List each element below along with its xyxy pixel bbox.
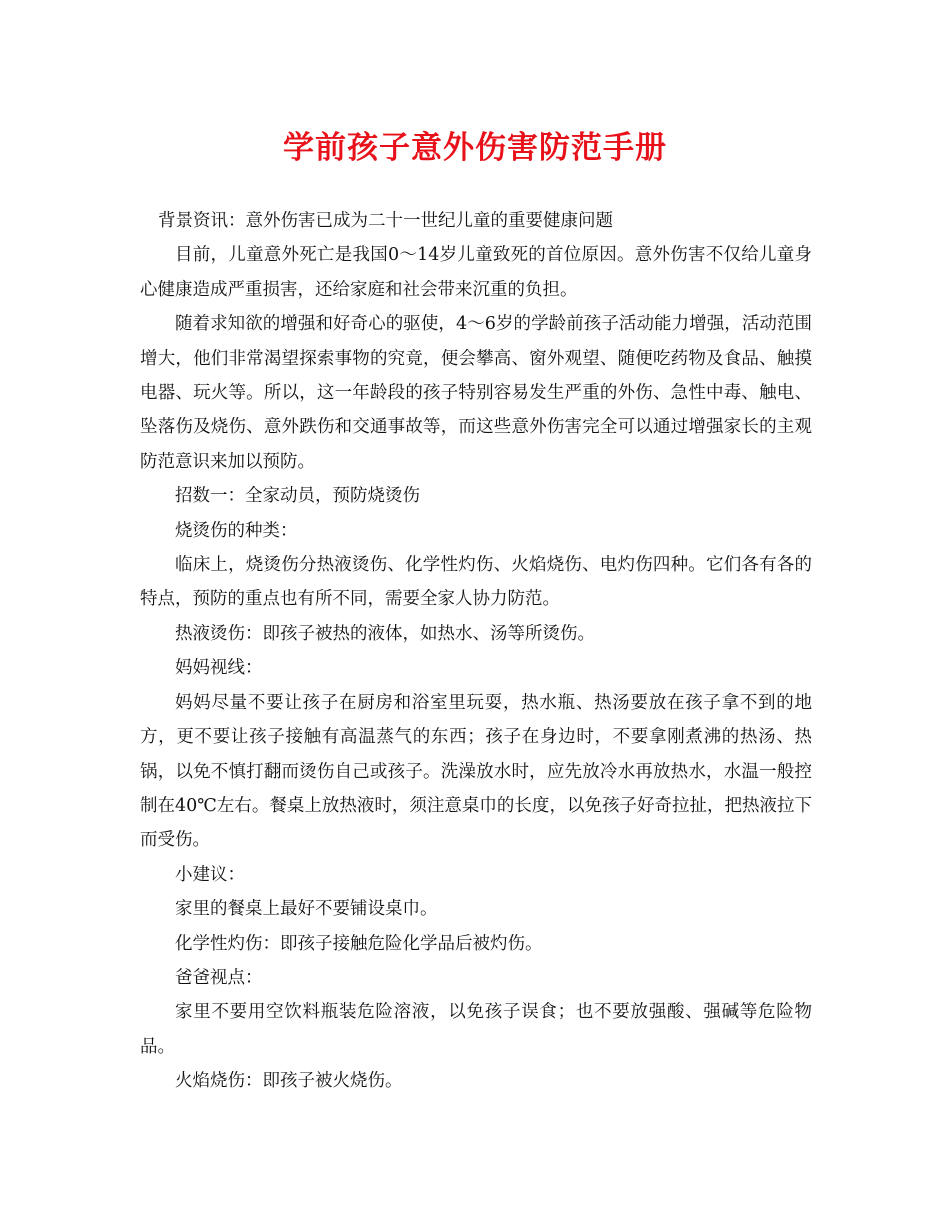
paragraph-suggestion: 家里的餐桌上最好不要铺设桌巾。	[175, 899, 438, 920]
paragraph-background: 背景资讯：意外伤害已成为二十一世纪儿童的重要健康问题	[158, 211, 613, 231]
document-body	[140, 204, 812, 1099]
paragraph-mom-view-heading: 妈妈视线：	[175, 658, 263, 679]
paragraph-preschool-risks: 随着求知欲的增强和好奇心的驱使，4～6岁的学龄前孩子活动能力增强，活动范围增大，他们非常渴望探索事物的究竟，便会攀高、窗外观望、随便吃药物及食品、触摸电器、玩火等。所以，这一年龄段的孩子特别容易发生严重的外伤、急性中毒、触电、坠落伤及烧伤、意外跌伤和交通事故等，而这些意外伤害完全可以通过增强家长的主观防范意识来加以预防。	[140, 314, 812, 472]
paragraph-dad-view: 家里不要用空饮料瓶装危险溶液，以免孩子误食；也不要放强酸、强碱等危险物品。	[140, 1002, 812, 1057]
paragraph-mom-view: 妈妈尽量不要让孩子在厨房和浴室里玩耍，热水瓶、热汤要放在孩子拿不到的地方，更不要让孩子接触有高温蒸气的东西；孩子在身边时，不要拿刚煮沸的热汤、热锅，以免不慎打翻而烫伤自己或孩子。洗澡放水时，应先放冷水再放热水，水温一般控制在40℃左右。餐桌上放热液时，须注意桌巾的长度，以免孩子好奇拉扯，把热液拉下而受伤。	[140, 692, 812, 851]
document-title: 学前孩子意外伤害防范手册	[283, 130, 667, 166]
paragraph-flame-burn-definition: 火焰烧伤：即孩子被火烧伤。	[175, 1071, 403, 1092]
paragraph-scald-definition: 热液烫伤：即孩子被热的液体，如热水、汤等所烫伤。	[175, 623, 595, 644]
paragraph-dad-view-heading: 爸爸视点：	[175, 967, 263, 988]
paragraph-burn-types: 临床上，烧烫伤分热液烫伤、化学性灼伤、火焰烧伤、电灼伤四种。它们各有各的特点，预防的重点也有所不同，需要全家人协力防范。	[140, 555, 812, 610]
paragraph-statistics: 目前，儿童意外死亡是我国0～14岁儿童致死的首位原因。意外伤害不仅给儿童身心健康造成严重损害，还给家庭和社会带来沉重的负担。	[140, 245, 812, 300]
paragraph-chemical-burn-definition: 化学性灼伤：即孩子接触危险化学品后被灼伤。	[175, 933, 543, 954]
paragraph-tip-one-heading: 招数一：全家动员，预防烧烫伤	[175, 486, 420, 507]
paragraph-suggestion-heading: 小建议：	[175, 864, 245, 885]
paragraph-burn-types-heading: 烧烫伤的种类：	[175, 520, 298, 541]
